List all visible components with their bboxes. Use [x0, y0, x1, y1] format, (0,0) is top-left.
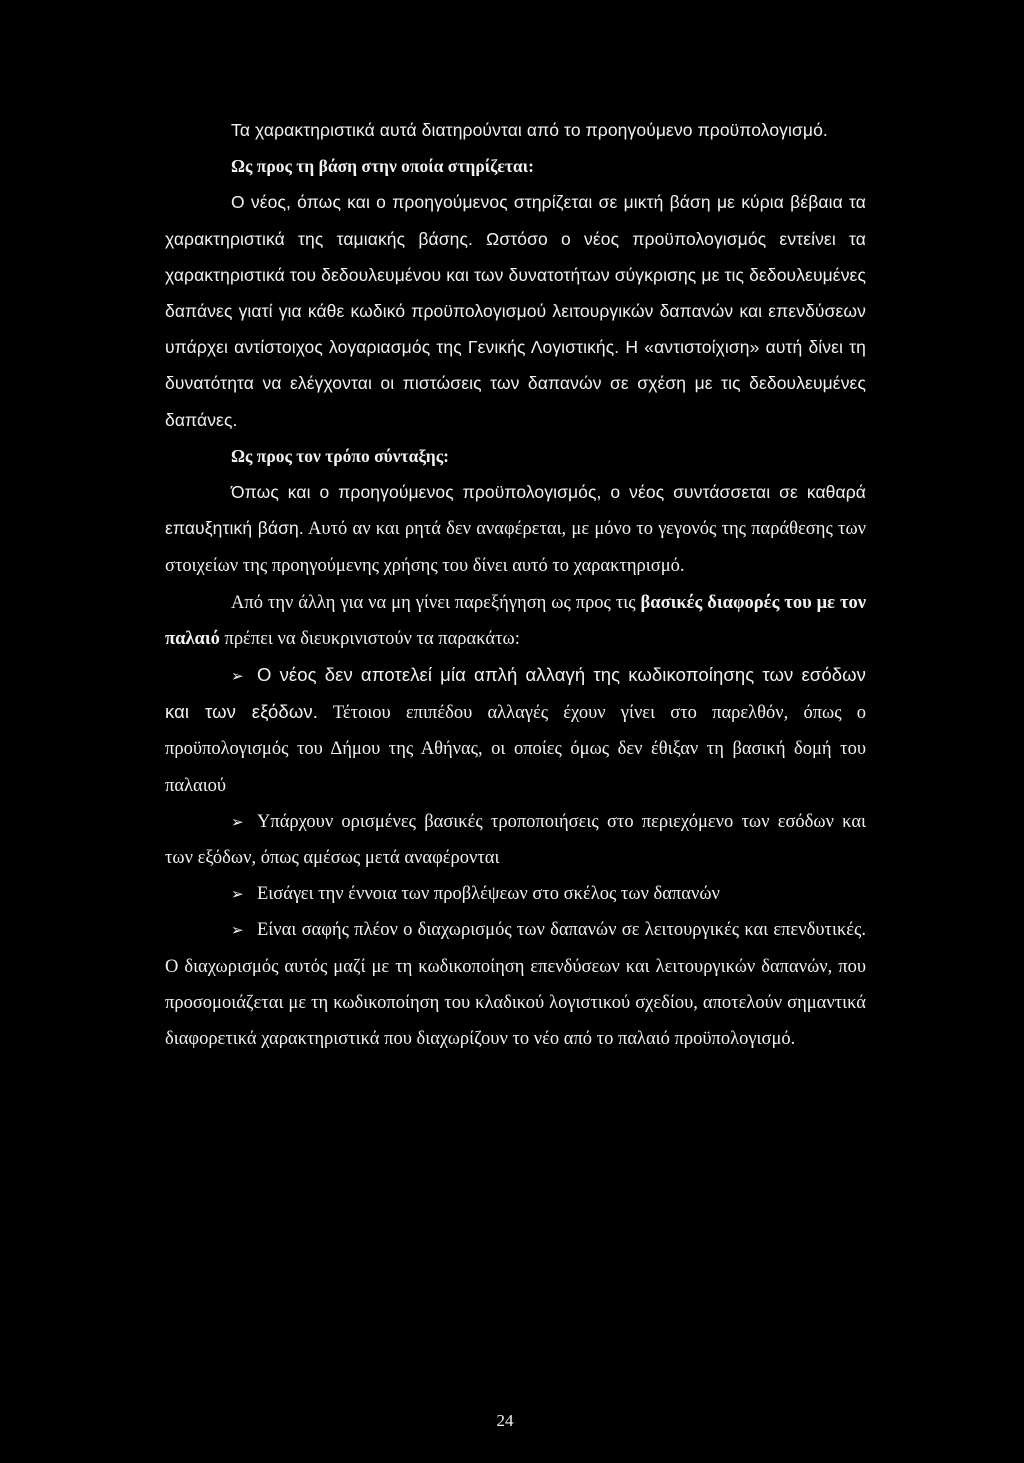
bullet-item-1-part-2: Τέτοιου επιπέδου αλλαγές έχουν γίνει στο παρελθόν, όπως ο προϋπολογισμός του Δήμου της Αθήνας, οι οποίες όμως δεν έθιξαν τη βασική δομή του παλαιού: [165, 703, 866, 796]
arrow-bullet-icon: ➢: [231, 921, 244, 940]
document-page: [165, 112, 866, 1057]
bullet-item-2-text: Υπάρχουν ορισμένες βασικές τροποποιήσεις στο περιεχόμενο των εσόδων και των εξόδων, όπως αμέσως μετά αναφέρονται: [165, 811, 866, 869]
bullet-item-4: [165, 912, 866, 1057]
paragraph-basis: Ο νέος, όπως και ο προηγούμενος στηρίζεται σε μικτή βάση με κύρια βέβαια τα χαρακτηριστικά της ταμιακής βάσης. Ωστόσο ο νέος προϋπολογισμός εντείνει τα χαρακτηριστικά του δεδουλευμένου και των δυνατοτήτων σύγκρισης με τις δεδουλευμένες δαπάνες γιατί για κάθε κωδικό προϋπολογισμού λειτουργικών δαπανών και επενδύσεων υπάρχει αντίστοιχος λογαριασμός της Γενικής Λογιστικής. Η «αντιστοίχιση» αυτή δίνει τη δυνατότητα να ελέγχονται οι πιστώσεις των δαπανών σε σχέση με τις δεδουλευμένες δαπάνες.: [165, 192, 866, 430]
page-number: 24: [496, 1411, 514, 1430]
paragraph-differences-bold: βασικές διαφορές του με τον παλαιό: [165, 592, 867, 649]
heading-composition: Ως προς τον τρόπο σύνταξης:: [231, 445, 449, 466]
bullet-item-4-text: Είναι σαφής πλέον ο διαχωρισμός των δαπανών σε λειτουργικές και επενδυτικές. Ο διαχωρισμός αυτός μαζί με τη κωδικοποίηση επενδύσεων και λειτουργικών δαπανών, που προσομοιάζεται με τη κωδικοποίηση του κλαδικού λογιστικού σχεδίου, αποτελούν σημαντικά διαφορετικά χαρακτηριστικά που διαχωρίζουν το νέο από το παλαιό προϋπολογισμό.: [165, 920, 866, 1050]
heading-basis: Ως προς τη βάση στην οποία στηρίζεται:: [231, 156, 534, 177]
arrow-bullet-icon: ➢: [231, 885, 244, 904]
paragraph-composition-part-2: Αυτό αν και ρητά δεν αναφέρεται, με μόνο το γεγονός της παράθεσης των στοιχείων της προηγούμενης χρήσης του δίνει αυτό το χαρακτηρισμό.: [165, 519, 866, 577]
bullet-item-3-text: Εισάγει την έννοια των προβλέψεων στο σκέλος των δαπανών: [257, 884, 720, 905]
paragraph-differences-end: πρέπει να διευκρινιστούν τα παρακάτω:: [219, 628, 520, 649]
bullet-item-1: [165, 657, 866, 804]
paragraph-composition: [165, 474, 866, 585]
arrow-bullet-icon: ➢: [231, 667, 244, 686]
bullet-item-2: [165, 804, 866, 876]
paragraph-differences: [165, 585, 866, 657]
paragraph-intro: Τα χαρακτηριστικά αυτά διατηρούνται από το προηγούμενο προϋπολογισμό.: [231, 120, 828, 140]
paragraph-differences-start: Από την άλλη για να μη γίνει παρεξήγηση ως προς τις: [231, 592, 641, 613]
paragraph-composition-part-1: Όπως και ο προηγούμενος προϋπολογισμός, ο νέος συντάσσεται σε καθαρά επαυξητική βάση.: [165, 482, 866, 539]
bullet-item-1-part-1: Ο νέος δεν αποτελεί μία απλή αλλαγή της κωδικοποίησης των εσόδων και των εξόδων.: [165, 664, 866, 723]
arrow-bullet-icon: ➢: [231, 812, 244, 831]
bullet-item-3: [165, 876, 866, 912]
